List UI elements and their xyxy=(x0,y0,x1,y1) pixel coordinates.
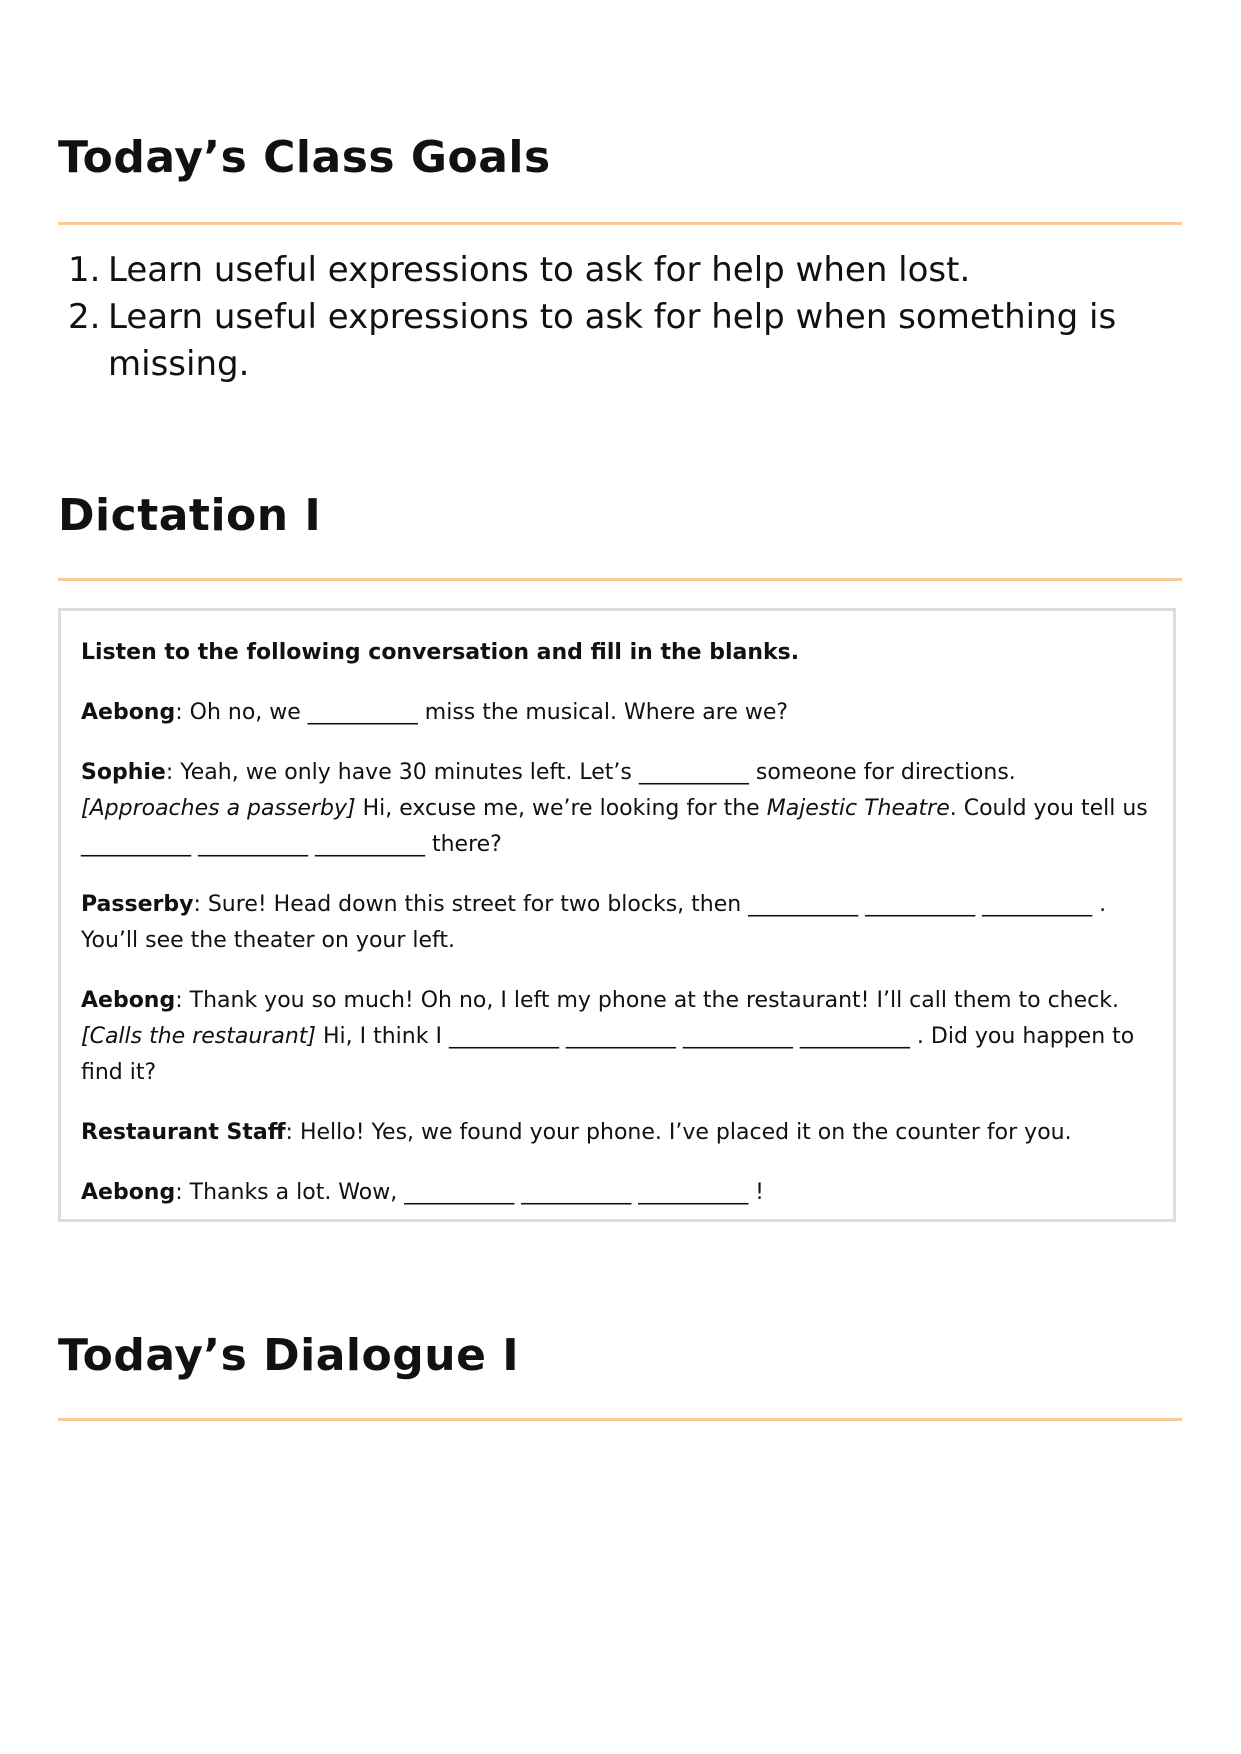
goal-item xyxy=(58,247,1148,294)
stage-direction: [Calls the restaurant] xyxy=(81,1024,316,1049)
speaker-name: Aebong xyxy=(81,1180,176,1205)
line-text: . Could you tell us __________ __________ __________ there? xyxy=(81,796,1148,857)
speaker-name: Aebong xyxy=(81,988,176,1013)
speaker-name: Aebong xyxy=(81,700,176,725)
line-text: : Thank you so much! Oh no, I left my phone at the restaurant! I’ll call them to check. xyxy=(175,988,1119,1013)
line-text: : Hello! Yes, we found your phone. I’ve placed it on the counter for you. xyxy=(285,1120,1072,1145)
dialogue-line xyxy=(81,887,1153,959)
dictation-heading: Dictation I xyxy=(58,490,322,541)
line-text: : Thanks a lot. Wow, __________ __________ __________ ! xyxy=(175,1180,765,1205)
speaker-name: Restaurant Staff xyxy=(81,1120,286,1145)
dialogue-line xyxy=(81,983,1153,1091)
goal-text: Learn useful expressions to ask for help when something is missing. xyxy=(108,297,1117,384)
section-divider xyxy=(58,222,1182,225)
goal-item xyxy=(58,294,1148,388)
dialogue-line xyxy=(81,1175,1153,1211)
dialogue-heading: Today’s Dialogue I xyxy=(58,1330,520,1381)
theatre-name: Majestic Theatre xyxy=(766,796,950,821)
line-text: : Sure! Head down this street for two blocks, then __________ __________ __________ . You’ll see the theater on your left. xyxy=(81,892,1107,953)
goal-number: 1. xyxy=(68,250,101,290)
line-text: : Oh no, we __________ miss the musical. Where are we? xyxy=(175,700,789,725)
section-divider xyxy=(58,578,1182,581)
dialogue-line xyxy=(81,695,1153,731)
line-text: Hi, I think I __________ __________ __________ __________ . Did you happen to find it? xyxy=(81,1024,1135,1085)
class-goals-heading: Today’s Class Goals xyxy=(58,132,551,183)
line-text: Hi, excuse me, we’re looking for the xyxy=(355,796,767,821)
dictation-box xyxy=(58,608,1176,1222)
speaker-name: Passerby xyxy=(81,892,194,917)
goal-number: 2. xyxy=(68,297,101,337)
speaker-name: Sophie xyxy=(81,760,166,785)
dictation-instruction: Listen to the following conversation and fill in the blanks. xyxy=(81,640,800,665)
dialogue-line xyxy=(81,755,1153,863)
goal-text: Learn useful expressions to ask for help when lost. xyxy=(108,250,971,290)
section-divider xyxy=(58,1418,1182,1421)
stage-direction: [Approaches a passerby] xyxy=(81,796,356,821)
line-text: : Yeah, we only have 30 minutes left. Let’s __________ someone for directions. xyxy=(165,760,1016,785)
class-goals-list xyxy=(58,247,1182,388)
dialogue-line xyxy=(81,1115,1153,1151)
